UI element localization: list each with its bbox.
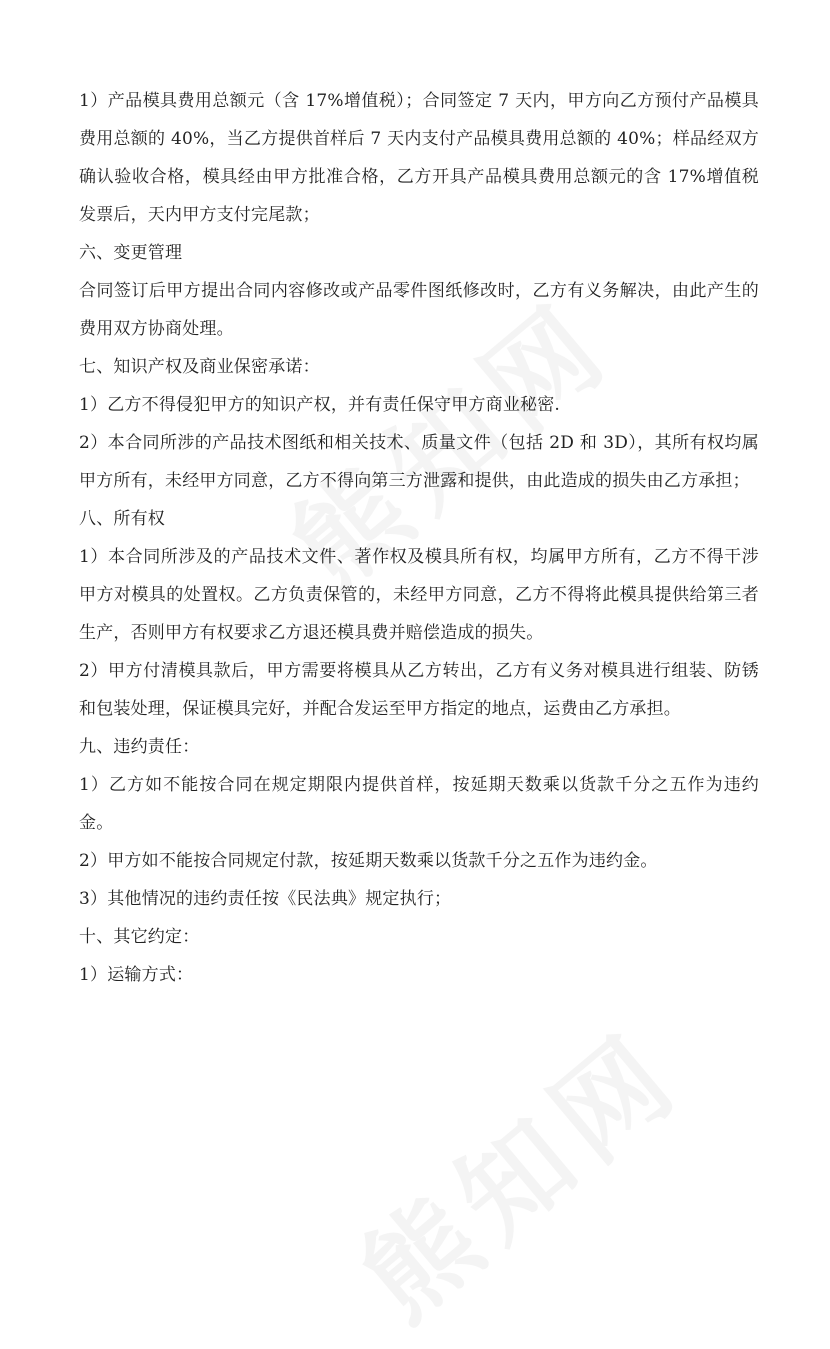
section-heading-change-management: 六、变更管理 xyxy=(79,243,183,263)
paragraph-ownership-1: 1）本合同所涉及的产品技术文件、著作权及模具所有权，均属甲方所有，乙方不得干涉甲方对模具的处置权。乙方负责保管的，未经甲方同意，乙方不得将此模具提供给第三者生产，否则甲方有权要求乙方退还模具费并赔偿造成的损失。 xyxy=(79,547,759,643)
section-heading-liability: 九、违约责任： xyxy=(79,737,200,757)
paragraph-ip-2: 2）本合同所涉的产品技术图纸和相关技术、质量文件（包括 2D 和 3D），其所有权均属甲方所有，未经甲方同意，乙方不得向第三方泄露和提供，由此造成的损失由乙方承担； xyxy=(79,433,759,491)
section-heading-ip-confidentiality: 七、知识产权及商业保密承诺： xyxy=(79,357,320,377)
paragraph-payment-terms: 1）产品模具费用总额元（含 17%增值税）；合同签定 7 天内，甲方向乙方预付产品模具费用总额的 40%，当乙方提供首样后 7 天内支付产品模具费用总额的 40%；样品经双方确认验收合格，模具经由甲方批准合格，乙方开具产品模具费用总额元的含 17%增值税发票后，天内甲方支付完尾款； xyxy=(79,91,759,225)
section-heading-ownership: 八、所有权 xyxy=(79,509,165,529)
paragraph-liability-2: 2）甲方如不能按合同规定付款，按延期天数乘以货款千分之五作为违约金。 xyxy=(79,851,658,871)
paragraph-ip-1: 1）乙方不得侵犯甲方的知识产权，并有责任保守甲方商业秘密. xyxy=(79,395,561,415)
document-body xyxy=(79,82,759,994)
paragraph-transport-method: 1）运输方式： xyxy=(79,965,194,985)
paragraph-liability-3: 3）其他情况的违约责任按《民法典》规定执行； xyxy=(79,889,452,909)
paragraph-liability-1: 1）乙方如不能按合同在规定期限内提供首样，按延期天数乘以货款千分之五作为违约金。 xyxy=(79,775,759,833)
paragraph-change-management: 合同签订后甲方提出合同内容修改或产品零件图纸修改时，乙方有义务解决，由此产生的费用双方协商处理。 xyxy=(79,281,759,339)
section-heading-other-terms: 十、其它约定： xyxy=(79,927,200,947)
watermark xyxy=(323,989,710,1349)
paragraph-ownership-2: 2）甲方付清模具款后，甲方需要将模具从乙方转出，乙方有义务对模具进行组装、防锈和包装处理，保证模具完好，并配合发运至甲方指定的地点，运费由乙方承担。 xyxy=(79,661,759,719)
